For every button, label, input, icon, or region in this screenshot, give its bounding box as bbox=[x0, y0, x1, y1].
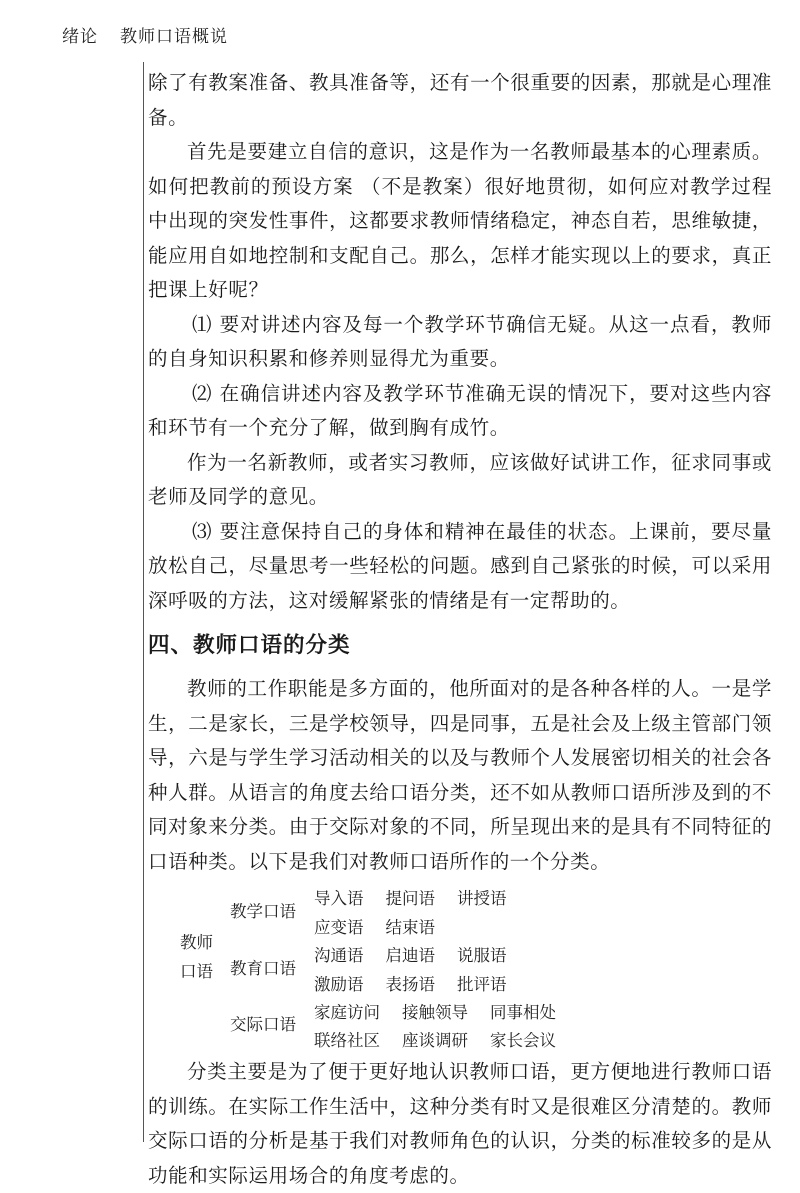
tree-row bbox=[314, 1027, 578, 1051]
chapter-label: 绪论 bbox=[62, 27, 98, 47]
tree-row bbox=[314, 885, 529, 909]
margin-rule bbox=[143, 62, 144, 1142]
tree-row bbox=[314, 942, 529, 966]
tree-leaf: 结束语 bbox=[385, 918, 435, 937]
tree-row bbox=[314, 914, 457, 938]
tree-leaf: 讲授语 bbox=[457, 889, 507, 908]
tree-leaf: 座谈调研 bbox=[402, 1031, 468, 1050]
page-body bbox=[148, 66, 772, 1193]
tree-leaf: 家长会议 bbox=[490, 1031, 556, 1050]
list-item: ⑵ 在确信讲述内容及教学环节准确无误的情况下，要对这些内容和环节有一个充分了解，做到胸有成竹。 bbox=[148, 381, 772, 439]
tree-leaf: 应变语 bbox=[314, 918, 364, 937]
paragraph: 除了有教案准备、教具准备等，还有一个很重要的因素，那就是心理准备。 bbox=[148, 71, 772, 129]
tree-root: 教师口语 bbox=[180, 933, 213, 981]
tree-leaf: 同事相处 bbox=[490, 1003, 556, 1022]
list-item: ⑶ 要注意保持自己的身体和精神在最佳的状态。上课前，要尽量放松自己，尽量思考一些轻松的问题。感到自己紧张的时候，可以采用深呼吸的方法，这对缓解紧张的情绪是有一定帮助的。 bbox=[148, 519, 772, 612]
tree-leaf: 导入语 bbox=[314, 889, 364, 908]
tree-category: 教学口语 bbox=[230, 902, 296, 921]
paragraph: 首先是要建立自信的意识，这是作为一名教师最基本的心理素质。如何把教前的预设方案 （不是教案）很好地贯彻，如何应对教学过程中出现的突发性事件，这都要求教师情绪稳定，神态自若，思维敏捷，能应用自如地控制和支配自己。那么，怎样才能实现以上的要求，真正把课上好呢？ bbox=[148, 140, 772, 301]
tree-row bbox=[314, 999, 578, 1023]
classification-tree bbox=[148, 879, 772, 1055]
tree-leaf: 沟通语 bbox=[314, 946, 364, 965]
tree-row bbox=[314, 971, 529, 995]
tree-category: 教育口语 bbox=[230, 959, 296, 978]
tree-leaf: 提问语 bbox=[385, 889, 435, 908]
tree-category: 交际口语 bbox=[230, 1015, 296, 1034]
list-item: ⑴ 要对讲述内容及每一个教学环节确信无疑。从这一点看，教师的自身知识积累和修养则显得尤为重要。 bbox=[148, 312, 772, 370]
chapter-title: 教师口语概说 bbox=[120, 27, 228, 47]
tree-leaf: 接触领导 bbox=[402, 1003, 468, 1022]
tree-leaf: 表扬语 bbox=[385, 975, 435, 994]
paragraph: 作为一名新教师，或者实习教师，应该做好试讲工作，征求同事或老师及同学的意见。 bbox=[148, 450, 772, 508]
running-header bbox=[62, 22, 228, 47]
paragraph: 分类主要是为了便于更好地认识教师口语，更方便地进行教师口语的训练。在实际工作生活中，这种分类有时又是很难区分清楚的。教师交际口语的分析是基于我们对教师角色的认识，分类的标准较多的是从功能和实际运用场合的角度考虑的。 bbox=[148, 1060, 772, 1187]
tree-leaf: 联络社区 bbox=[314, 1031, 380, 1050]
tree-leaf: 激励语 bbox=[314, 975, 364, 994]
section-title: 四、教师口语的分类 bbox=[148, 633, 351, 658]
tree-leaf: 说服语 bbox=[457, 946, 507, 965]
paragraph: 教师的工作职能是多方面的，他所面对的是各种各样的人。一是学生，二是家长，三是学校领导，四是同事，五是社会及上级主管部门领导，六是与学生学习活动相关的以及与教师个人发展密切相关的社会各种人群。从语言的角度去给口语分类，还不如从教师口语所涉及到的不同对象来分类。由于交际对象的不同，所呈现出来的是具有不同特征的口语种类。以下是我们对教师口语所作的一个分类。 bbox=[148, 677, 772, 873]
tree-leaf: 家庭访问 bbox=[314, 1003, 380, 1022]
tree-leaf: 启迪语 bbox=[385, 946, 435, 965]
tree-leaf: 批评语 bbox=[457, 975, 507, 994]
